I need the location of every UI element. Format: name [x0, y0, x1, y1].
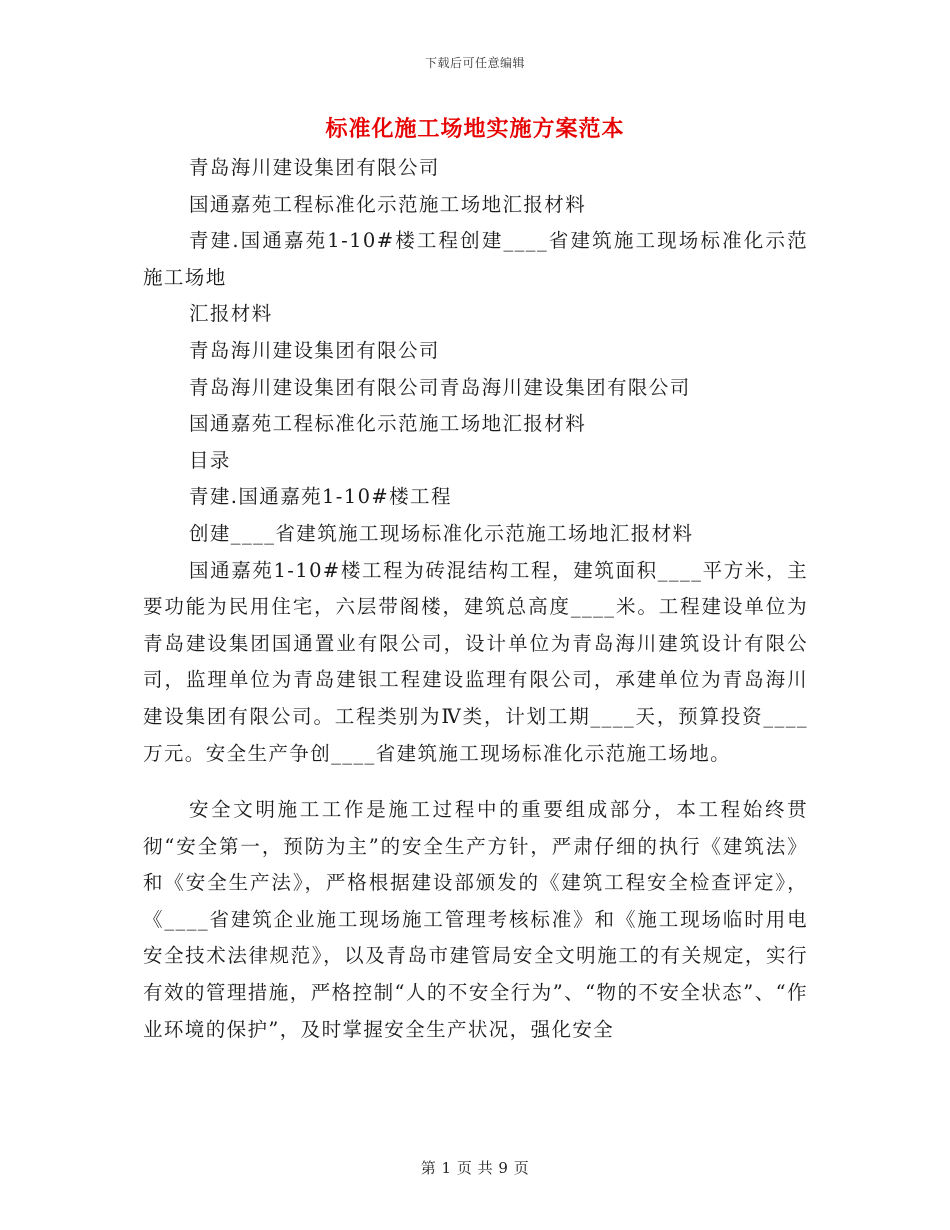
paragraph-safety-management: 安全文明施工工作是施工过程中的重要组成部分，本工程始终贯彻“安全第一，预防为主”的安全生产方针，严肃仔细的执行《建筑法》和《安全生产法》，严格根据建设部颁发的《建筑工程安全检查评定》，《____省建筑企业施工现场施工管理考核标准》和《施工现场临时用电安全技术法律规范》，以及青岛市建管局安全文明施工的有关规定，实行有效的管理措施，严格控制“人的不安全行为”、“物的不安全状态”、“作业环境的保护”，及时掌握安全生产状况，强化安全: [143, 798, 808, 1041]
paragraph-company-double: 青岛海川建设集团有限公司青岛海川建设集团有限公司: [189, 375, 691, 399]
paragraph-report-title: 国通嘉苑工程标准化示范施工场地汇报材料: [189, 192, 587, 216]
paragraph-report-title-repeat: 国通嘉苑工程标准化示范施工场地汇报材料: [189, 412, 587, 436]
paragraph-company: 青岛海川建设集团有限公司: [189, 156, 440, 179]
paragraph-company-repeat: 青岛海川建设集团有限公司: [189, 338, 440, 362]
page-number-footer: 第 1 页 共 9 页: [420, 1159, 530, 1177]
paragraph-creation-title: 创建____省建筑施工现场标准化示范施工场地汇报材料: [189, 521, 694, 545]
paragraph-project-heading: 青建.国通嘉苑1-10#楼工程创建____省建筑施工现场标准化示范施工场地: [143, 229, 808, 289]
paragraph-report-label: 汇报材料: [189, 302, 273, 326]
paragraph-project-overview: 国通嘉苑1-10#楼工程为砖混结构工程，建筑面积____平方米，主要功能为民用住宅，六层带阁楼，建筑总高度____米。工程建设单位为青岛建设集团国通置业有限公司，设计单位为青岛海川建筑设计有限公司，监理单位为青岛建银工程建设监理有限公司，承建单位为青岛海川建设集团有限公司。工程类别为Ⅳ类，计划工期____天，预算投资____万元。安全生产争创____省建筑施工现场标准化示范施工场地。: [143, 558, 808, 765]
document-body: [143, 150, 808, 1048]
paragraph-project-name: 青建.国通嘉苑1-10#楼工程: [189, 485, 452, 509]
document-title: 标准化施工场地实施方案范本: [325, 116, 625, 142]
paragraph-contents-heading: 目录: [189, 448, 231, 472]
page-header-note: 下载后可任意编辑: [424, 56, 525, 70]
